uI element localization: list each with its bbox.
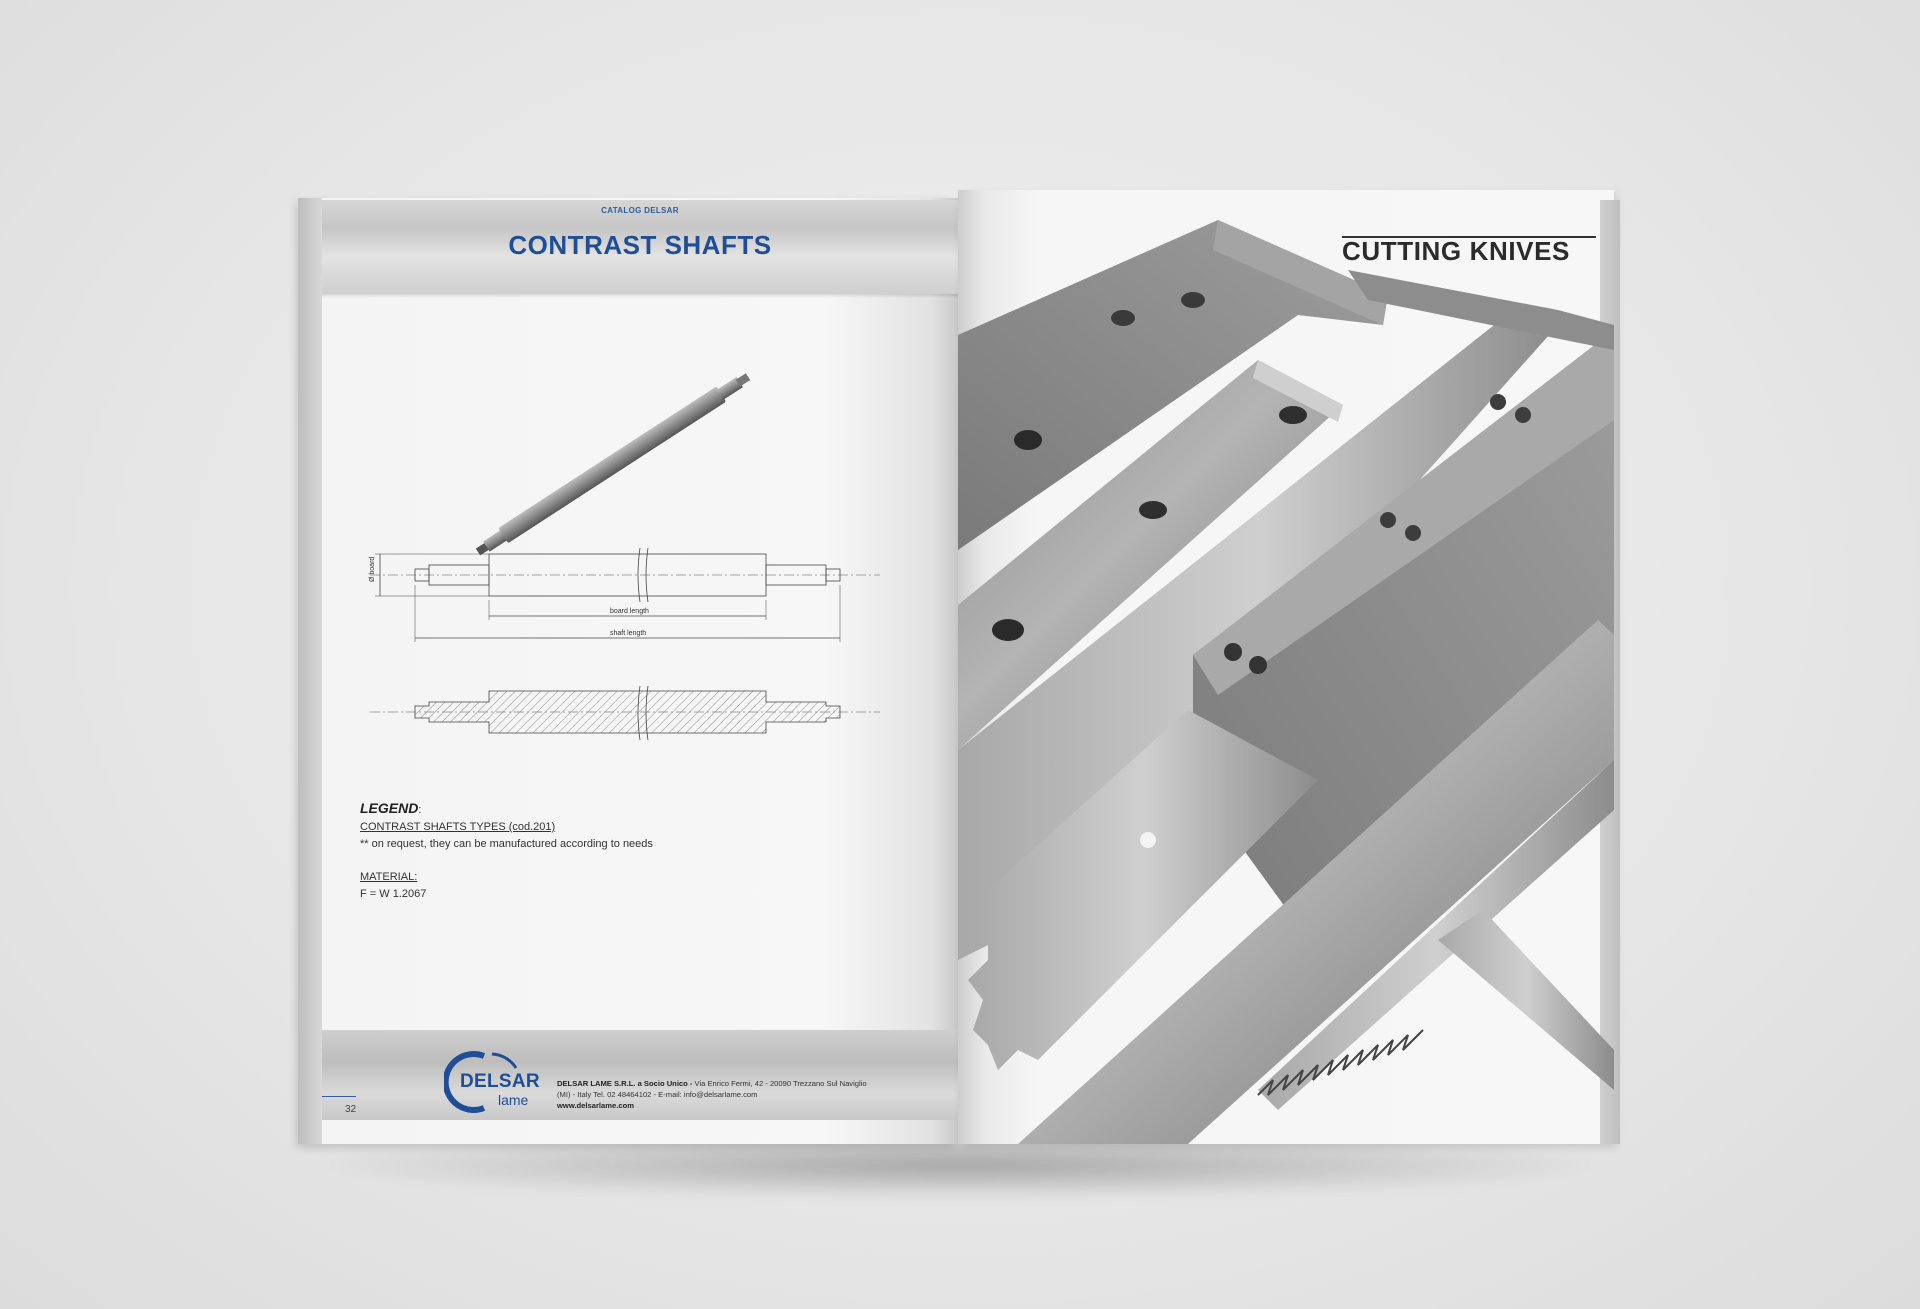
- page-title-right: CUTTING KNIVES: [1342, 236, 1570, 266]
- company-name: DELSAR LAME S.R.L. a Socio Unico -: [557, 1079, 693, 1088]
- company-address: Via Enrico Fermi, 42 - 20090 Trezzano Sul Naviglio: [692, 1079, 867, 1088]
- contrast-shaft-drawing: [360, 320, 900, 760]
- material-value: F = W 1.2067: [360, 888, 427, 900]
- legend-note: ** on request, they can be manufactured according to needs: [360, 838, 653, 850]
- material-label: MATERIAL:: [360, 871, 418, 883]
- cutting-knives-photo: [958, 190, 1614, 1144]
- legend-section: [360, 800, 860, 903]
- shaft-3d-render: [473, 369, 753, 559]
- company-contact: (MI) - Italy Tel. 02 48464102 - E-mail: info@delsarlame.com: [557, 1090, 758, 1099]
- shaft-side-view: [370, 548, 880, 642]
- legend-heading: LEGEND: [360, 800, 419, 816]
- legend-types: CONTRAST SHAFTS TYPES (cod.201): [360, 821, 556, 833]
- shaft-section-view: [370, 686, 880, 740]
- logo-wordmark: DELSAR: [460, 1071, 540, 1092]
- shaft-length-label: shaft length: [610, 630, 647, 637]
- page-title-left: CONTRAST SHAFTS: [508, 230, 772, 260]
- page-number: 32: [345, 1104, 357, 1115]
- company-info: [557, 1078, 897, 1111]
- page-number-rule: [322, 1096, 356, 1097]
- catalog-label: CATALOG DELSAR: [601, 206, 679, 215]
- company-website: www.delsarlame.com: [557, 1101, 634, 1110]
- logo-subword: lame: [498, 1092, 529, 1108]
- board-length-label: board length: [610, 608, 649, 615]
- legend-colon: :: [418, 804, 422, 816]
- diameter-label: Ø board: [369, 556, 376, 582]
- left-page-edge: [298, 198, 322, 1144]
